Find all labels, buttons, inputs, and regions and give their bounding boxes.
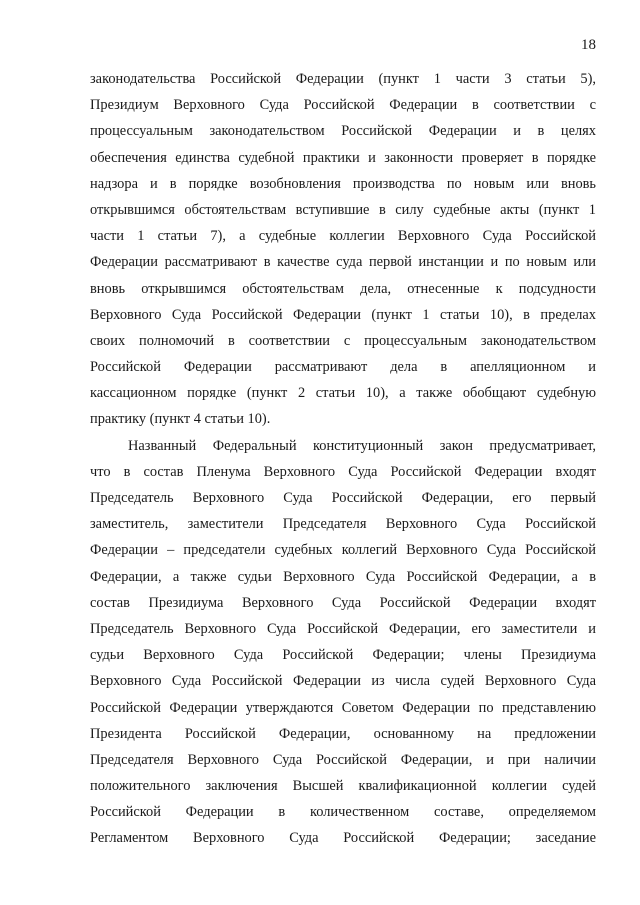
text-line: Российской Федерации рассматривают дела в апелляционном и [90, 359, 596, 376]
text-line: процессуальным законодательством Российской Федерации и в целях [90, 123, 596, 140]
text-line: Президента Российской Федерации, основанному на предложении [90, 725, 596, 742]
document-body [90, 66, 596, 852]
text-line: Председатель Верховного Суда Российской Федерации, его заместители и [90, 620, 596, 637]
text-line: практику (пункт 4 статьи 10). [90, 411, 271, 428]
text-line: Названный Федеральный конституционный закон предусматривает, [128, 437, 596, 454]
text-line: заместитель, заместители Председателя Верховного Суда Российской [90, 516, 596, 533]
text-line: открывшимся обстоятельствам вступившие в силу судебные акты (пункт 1 [90, 201, 596, 218]
text-line: Федерации – председатели судебных коллегий Верховного Суда Российской [90, 542, 596, 559]
text-line: вновь открывшимся обстоятельствам дела, отнесенные к подсудности [90, 280, 596, 297]
text-line: Регламентом Верховного Суда Российской Федерации; заседание [90, 830, 596, 847]
text-line: надзора и в порядке возобновления производства по новым или вновь [90, 175, 596, 192]
text-line: законодательства Российской Федерации (пункт 1 части 3 статьи 5), [90, 71, 596, 87]
text-line: Председателя Верховного Суда Российской Федерации, и при наличии [90, 751, 596, 768]
text-line: части 1 статьи 7), а судебные коллегии Верховного Суда Российской [90, 228, 596, 245]
text-line: Российской Федерации утверждаются Советом Федерации по представлению [90, 699, 596, 716]
paragraph-2 [90, 433, 596, 852]
text-line: Президиум Верховного Суда Российской Федерации в соответствии с [90, 97, 596, 114]
text-line: своих полномочий в соответствии с процессуальным законодательством [90, 332, 596, 349]
text-line: Председатель Верховного Суда Российской Федерации, его первый [90, 490, 596, 506]
text-line: положительного заключения Высшей квалификационной коллегии судей [90, 778, 596, 795]
text-line: Федерации, а также судьи Верховного Суда Российской Федерации, а в [90, 568, 596, 585]
text-line: обеспечения единства судебной практики и законности проверяет в порядке [90, 149, 596, 166]
text-line: что в состав Пленума Верховного Суда Российской Федерации входят [90, 463, 596, 480]
text-line: Верховного Суда Российской Федерации (пункт 1 статьи 10), в пределах [90, 306, 596, 323]
page-number: 18 [581, 37, 596, 53]
text-line: судьи Верховного Суда Российской Федерации; члены Президиума [90, 647, 596, 664]
text-line: Российской Федерации в количественном составе, определяемом [90, 804, 596, 821]
text-line: Федерации рассматривают в качестве суда первой инстанции и по новым или [90, 254, 596, 271]
paragraph-1 [90, 66, 596, 433]
text-line: Верховного Суда Российской Федерации из числа судей Верховного Суда [90, 673, 596, 690]
text-line: кассационном порядке (пункт 2 статьи 10), а также обобщают судебную [90, 385, 596, 402]
text-line: состав Президиума Верховного Суда Российской Федерации входят [90, 594, 596, 611]
